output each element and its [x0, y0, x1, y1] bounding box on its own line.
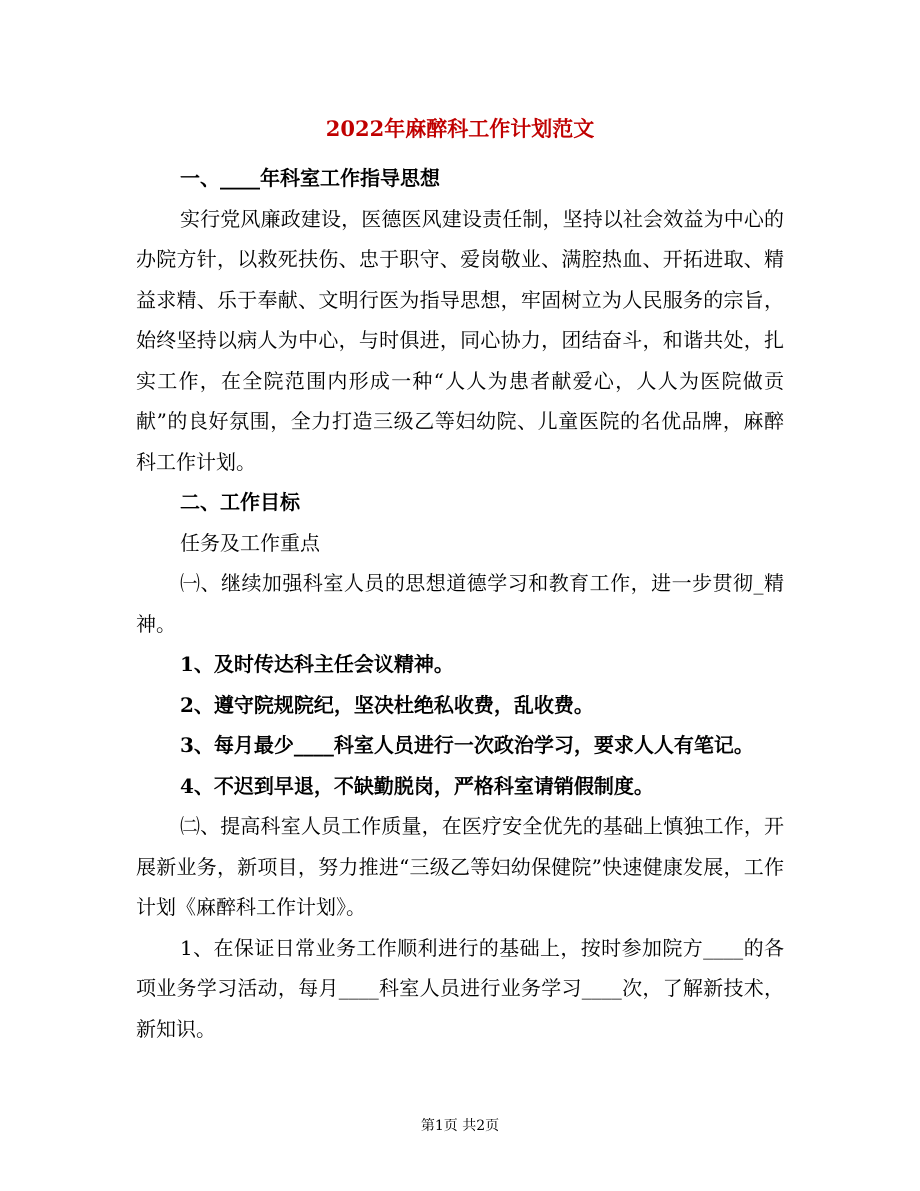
list-item-1: 1、及时传达科主任会议精神。 [180, 652, 454, 676]
section-heading-guiding-thought: 一、____年科室工作指导思想 [180, 166, 440, 190]
item-paragraph-1: ㈠、继续加强科室人员的思想道德学习和教育工作，进一步贯彻_精神。 [136, 571, 784, 636]
item-paragraph-2: ㈡、提高科室人员工作质量，在医疗安全优先的基础上慎独工作，开展新业务，新项目，努力推进“三级乙等妇幼保健院”快速健康发展，工作计划《麻醉科工作计划》。 [136, 814, 784, 919]
page-footer: 第1页 共2页 [420, 1118, 500, 1134]
section-heading-work-goals: 二、工作目标 [180, 490, 300, 514]
list-item-3: 3、每月最少____科室人员进行一次政治学习，要求人人有笔记。 [180, 733, 754, 757]
body-paragraph-guiding-thought: 实行党风廉政建设，医德医风建设责任制，坚持以社会效益为中心的办院方针，以救死扶伤、忠于职守、爱岗敬业、满腔热血、开拓进取、精益求精、乐于奉献、文明行医为指导思想，牢固树立为人民服务的宗旨，始终坚持以病人为中心，与时俱进，同心协力，团结奋斗，和谐共处，扎实工作，在全院范围内形成一种“人人为患者献爱心，人人为医院做贡献”的良好氛围，全力打造三级乙等妇幼院、儿童医院的名优品牌，麻醉科工作计划。 [136, 206, 784, 474]
list-item-2: 2、遵守院规院纪，坚决杜绝私收费，乱收费。 [180, 692, 594, 717]
document-title: 2022年麻醉科工作计划范文 [325, 116, 595, 141]
list-item-5: 1、在保证日常业务工作顺利进行的基础上，按时参加院方____的各项业务学习活动，每月____科室人员进行业务学习____次，了解新技术，新知识。 [136, 935, 784, 1041]
document-body [136, 158, 784, 1049]
list-item-4: 4、不迟到早退，不缺勤脱岗，严格科室请销假制度。 [180, 773, 654, 798]
subheading-tasks: 任务及工作重点 [180, 530, 320, 555]
